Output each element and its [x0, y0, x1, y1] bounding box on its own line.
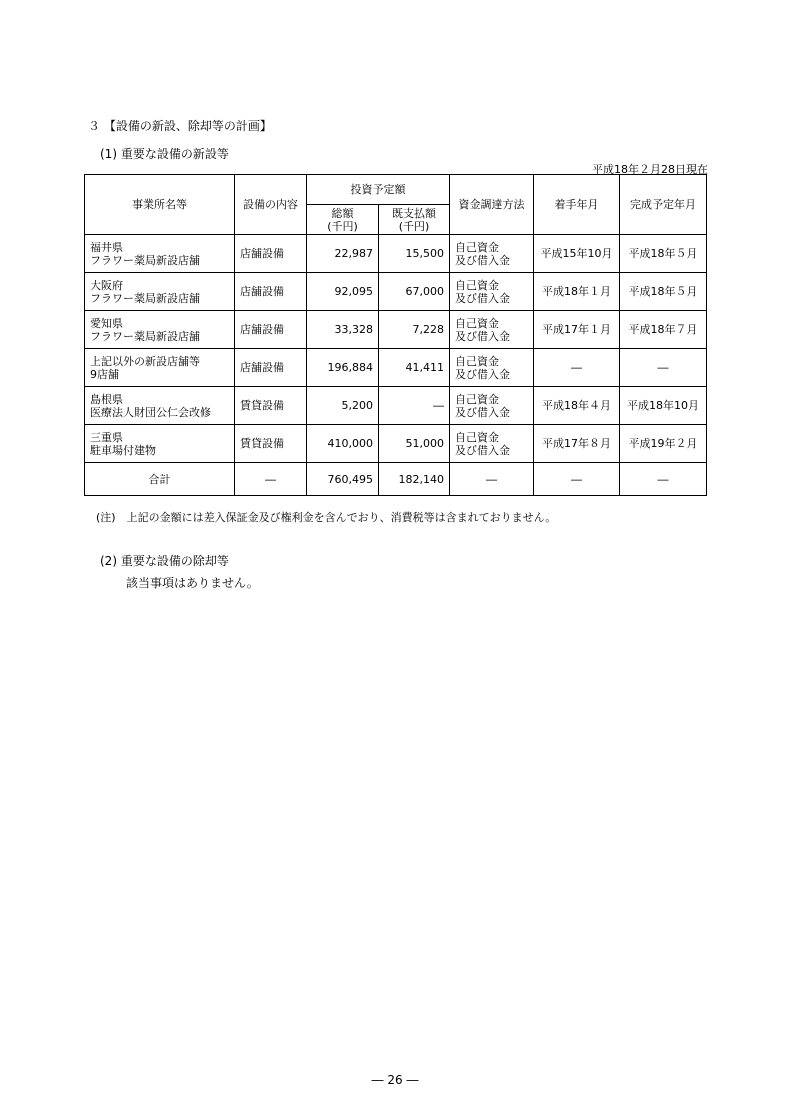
paid-amount-cell: 67,000 [379, 273, 450, 311]
equipment-plan-table [84, 174, 707, 496]
header-paid-unit: (千円) [398, 219, 430, 233]
funding-cell [450, 273, 534, 311]
funding-line2: 及び借入金 [455, 443, 510, 457]
table-row [85, 311, 707, 349]
total-amount-cell: 410,000 [307, 425, 379, 463]
site-cell [85, 273, 235, 311]
site-region: 三重県 [90, 430, 123, 444]
funding-line1: 自己資金 [455, 240, 499, 254]
start-cell: 平成18年４月 [534, 387, 620, 425]
start-cell: 平成17年８月 [534, 425, 620, 463]
table-row [85, 235, 707, 273]
funding-line1: 自己資金 [455, 316, 499, 330]
header-start: 着手年月 [534, 175, 620, 235]
site-region: 福井県 [90, 240, 123, 254]
site-region: 島根県 [90, 392, 123, 406]
total-amount-cell: 33,328 [307, 311, 379, 349]
total-row [85, 463, 707, 496]
header-paid-label: 既支払額 [392, 206, 436, 220]
funding-cell [450, 349, 534, 387]
site-name: フラワー薬局新設店舗 [90, 329, 200, 343]
table-header-row [85, 175, 707, 205]
funding-cell [450, 311, 534, 349]
header-completion: 完成予定年月 [620, 175, 707, 235]
as-of-date: 平成18年２月28日現在 [592, 163, 708, 176]
total-content-cell: ― [235, 463, 307, 496]
content-cell: 店舗設備 [235, 311, 307, 349]
table-row [85, 273, 707, 311]
header-total-unit: (千円) [327, 219, 358, 233]
funding-line2: 及び借入金 [455, 405, 510, 419]
funding-line1: 自己資金 [455, 392, 499, 406]
total-amount-cell: 5,200 [307, 387, 379, 425]
funding-cell [450, 387, 534, 425]
start-cell: 平成15年10月 [534, 235, 620, 273]
funding-line1: 自己資金 [455, 278, 499, 292]
site-name: フラワー薬局新設店舗 [90, 291, 200, 305]
table-row [85, 425, 707, 463]
table-row [85, 387, 707, 425]
header-total-label: 総額 [331, 206, 354, 220]
funding-line2: 及び借入金 [455, 329, 510, 343]
site-name: 9店舗 [90, 367, 119, 381]
total-amount-cell: 22,987 [307, 235, 379, 273]
total-label-cell: 合計 [85, 463, 235, 496]
total-amount-cell: 196,884 [307, 349, 379, 387]
grand-total-amount-cell: 760,495 [307, 463, 379, 496]
start-cell: 平成18年１月 [534, 273, 620, 311]
header-total-amount [307, 205, 379, 235]
total-funding-cell: ― [450, 463, 534, 496]
total-amount-cell: 92,095 [307, 273, 379, 311]
paid-amount-cell: ― [379, 387, 450, 425]
funding-cell [450, 235, 534, 273]
paid-amount-cell: 41,411 [379, 349, 450, 387]
subsection-disposal-title: (2) 重要な設備の除却等 [100, 554, 229, 568]
completion-cell: 平成18年７月 [620, 311, 707, 349]
site-cell [85, 425, 235, 463]
funding-line2: 及び借入金 [455, 367, 510, 381]
table-row [85, 349, 707, 387]
total-completion-cell: ― [620, 463, 707, 496]
site-cell [85, 235, 235, 273]
paid-amount-cell: 7,228 [379, 311, 450, 349]
funding-line2: 及び借入金 [455, 253, 510, 267]
site-region: 大阪府 [90, 278, 123, 292]
site-region: 愛知県 [90, 316, 123, 330]
start-cell: ― [534, 349, 620, 387]
paid-amount-cell: 51,000 [379, 425, 450, 463]
funding-line2: 及び借入金 [455, 291, 510, 305]
completion-cell: 平成18年５月 [620, 235, 707, 273]
site-name: 駐車場付建物 [90, 443, 156, 457]
table-footnote: (注) 上記の金額には差入保証金及び権利金を含んでおり、消費税等は含まれておりません。 [96, 511, 557, 524]
content-cell: 店舗設備 [235, 349, 307, 387]
start-cell: 平成17年１月 [534, 311, 620, 349]
site-name: 医療法人財団公仁会改修 [90, 405, 211, 419]
site-cell [85, 349, 235, 387]
header-planned-investment: 投資予定額 [307, 175, 450, 205]
header-funding: 資金調達方法 [450, 175, 534, 235]
content-cell: 店舗設備 [235, 273, 307, 311]
subsection-new-equipment-title: (1) 重要な設備の新設等 [100, 147, 229, 161]
page-number: ― 26 ― [371, 1073, 419, 1087]
header-site: 事業所名等 [85, 175, 235, 235]
funding-line1: 自己資金 [455, 354, 499, 368]
header-content: 設備の内容 [235, 175, 307, 235]
content-cell: 賃貸設備 [235, 425, 307, 463]
completion-cell: ― [620, 349, 707, 387]
site-name: フラワー薬局新設店舗 [90, 253, 200, 267]
content-cell: 賃貸設備 [235, 387, 307, 425]
funding-cell [450, 425, 534, 463]
funding-line1: 自己資金 [455, 430, 499, 444]
site-cell [85, 311, 235, 349]
site-cell [85, 387, 235, 425]
completion-cell: 平成19年２月 [620, 425, 707, 463]
header-paid-amount [379, 205, 450, 235]
completion-cell: 平成18年５月 [620, 273, 707, 311]
subsection-disposal-text: 該当事項はありません。 [126, 576, 259, 590]
section-title: ３ 【設備の新設、除却等の計画】 [88, 119, 272, 133]
paid-amount-cell: 15,500 [379, 235, 450, 273]
content-cell: 店舗設備 [235, 235, 307, 273]
completion-cell: 平成18年10月 [620, 387, 707, 425]
site-region: 上記以外の新設店舗等 [90, 354, 200, 368]
total-start-cell: ― [534, 463, 620, 496]
grand-paid-amount-cell: 182,140 [379, 463, 450, 496]
